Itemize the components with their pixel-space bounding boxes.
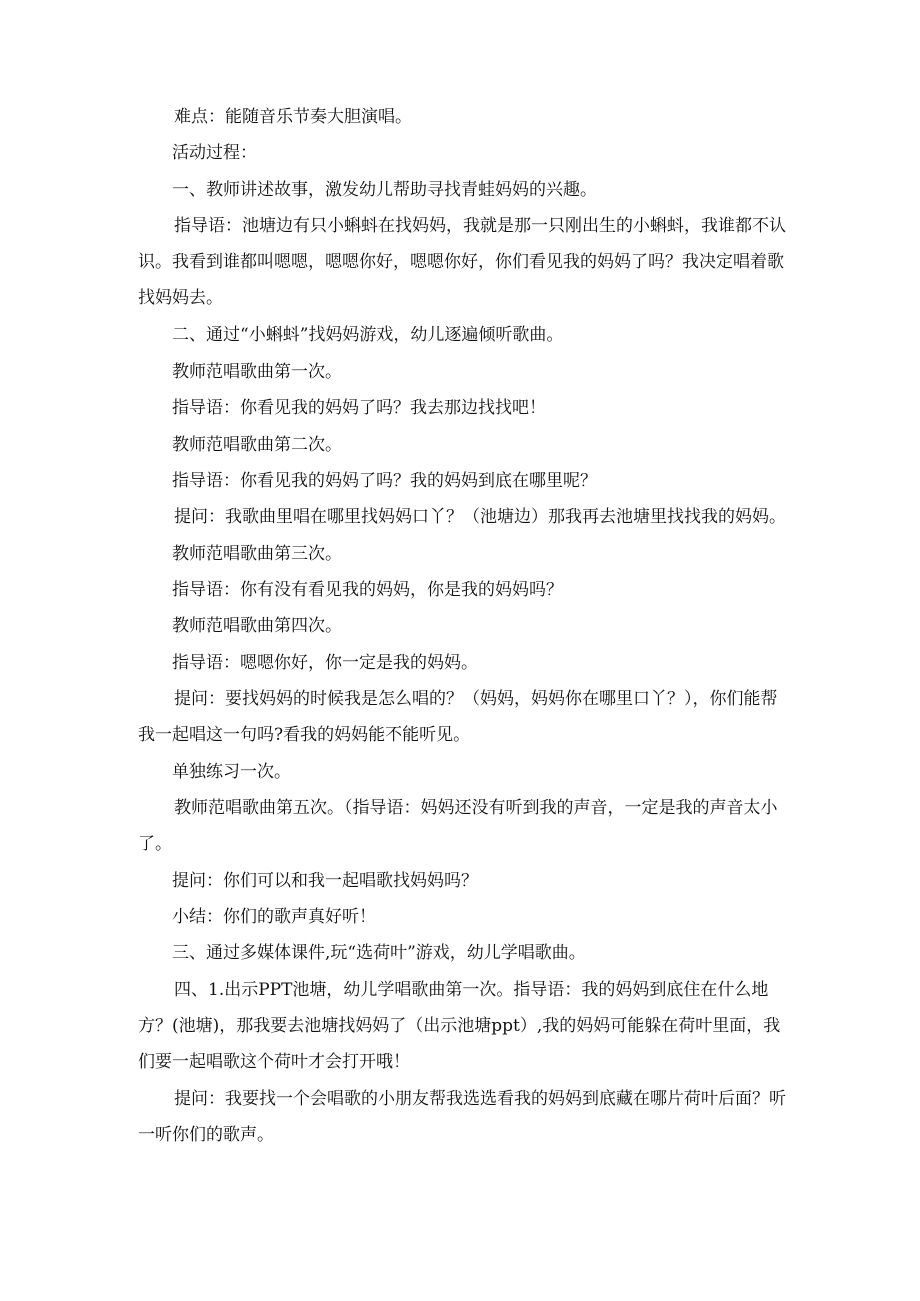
guidance-3: 指导语：你有没有看见我的妈妈，你是我的妈妈吗？ <box>172 580 563 600</box>
difficulty-line: 难点：能随音乐节奏大胆演唱。 <box>174 107 412 127</box>
demo-singing-2: 教师范唱歌曲第二次。 <box>172 435 342 455</box>
demo-singing-5-paragraph: 教师范唱歌曲第五次。（指导语：妈妈还没有听到我的声音，一定是我的声音太小了。 <box>138 798 778 854</box>
section-2-heading: 二、通过“小蝌蚪”找妈妈游戏，幼儿逐遍倾听歌曲。 <box>172 325 564 345</box>
question-4-paragraph: 提问：我要找一个会唱歌的小朋友帮我选选看我的妈妈到底藏在哪片荷叶后面？听一听你们的歌声。 <box>138 1089 786 1145</box>
guidance-2: 指导语：你看见我的妈妈了吗？我的妈妈到底在哪里呢？ <box>172 471 597 491</box>
demo-singing-3: 教师范唱歌曲第三次。 <box>172 544 342 564</box>
summary: 小结：你们的歌声真好听！ <box>172 907 376 927</box>
question-2-paragraph: 提问：要找妈妈的时候我是怎么唱的？（妈妈，妈妈你在哪里口丫？），你们能帮我一起唱这一句吗?看我的妈妈能不能听见。 <box>138 689 778 745</box>
guidance-story-paragraph: 指导语：池塘边有只小蝌蚪在找妈妈，我就是那一只刚出生的小蝌蚪，我谁都不认识。我看到谁都叫嗯嗯，嗯嗯你好，嗯嗯你好，你们看见我的妈妈了吗？我决定唱着歌找妈妈去。 <box>138 216 786 308</box>
question-1: 提问：我歌曲里唱在哪里找妈妈口丫？（池塘边）那我再去池塘里找找我的妈妈。 <box>174 507 786 527</box>
demo-singing-1: 教师范唱歌曲第一次。 <box>172 362 342 382</box>
guidance-4: 指导语：嗯嗯你好，你一定是我的妈妈。 <box>172 653 478 673</box>
activity-process-heading: 活动过程： <box>172 143 257 163</box>
guidance-1: 指导语：你看见我的妈妈了吗？我去那边找找吧！ <box>172 398 546 418</box>
section-4-paragraph: 四、1.出示PPT池塘，幼儿学唱歌曲第一次。指导语：我的妈妈到底住在什么地方？(池塘)，那我要去池塘找妈妈了（出示池塘ppt）,我的妈妈可能躲在荷叶里面，我们要一起唱歌这个荷叶才会打开哦！ <box>138 980 781 1072</box>
section-3-heading: 三、通过多媒体课件,玩“选荷叶”游戏，幼儿学唱歌曲。 <box>172 943 586 963</box>
section-1-heading: 一、教师讲述故事，激发幼儿帮助寻找青蛙妈妈的兴趣。 <box>172 180 597 200</box>
question-3: 提问：你们可以和我一起唱歌找妈妈吗？ <box>172 871 478 891</box>
solo-practice: 单独练习一次。 <box>172 762 291 782</box>
demo-singing-4: 教师范唱歌曲第四次。 <box>172 616 342 636</box>
